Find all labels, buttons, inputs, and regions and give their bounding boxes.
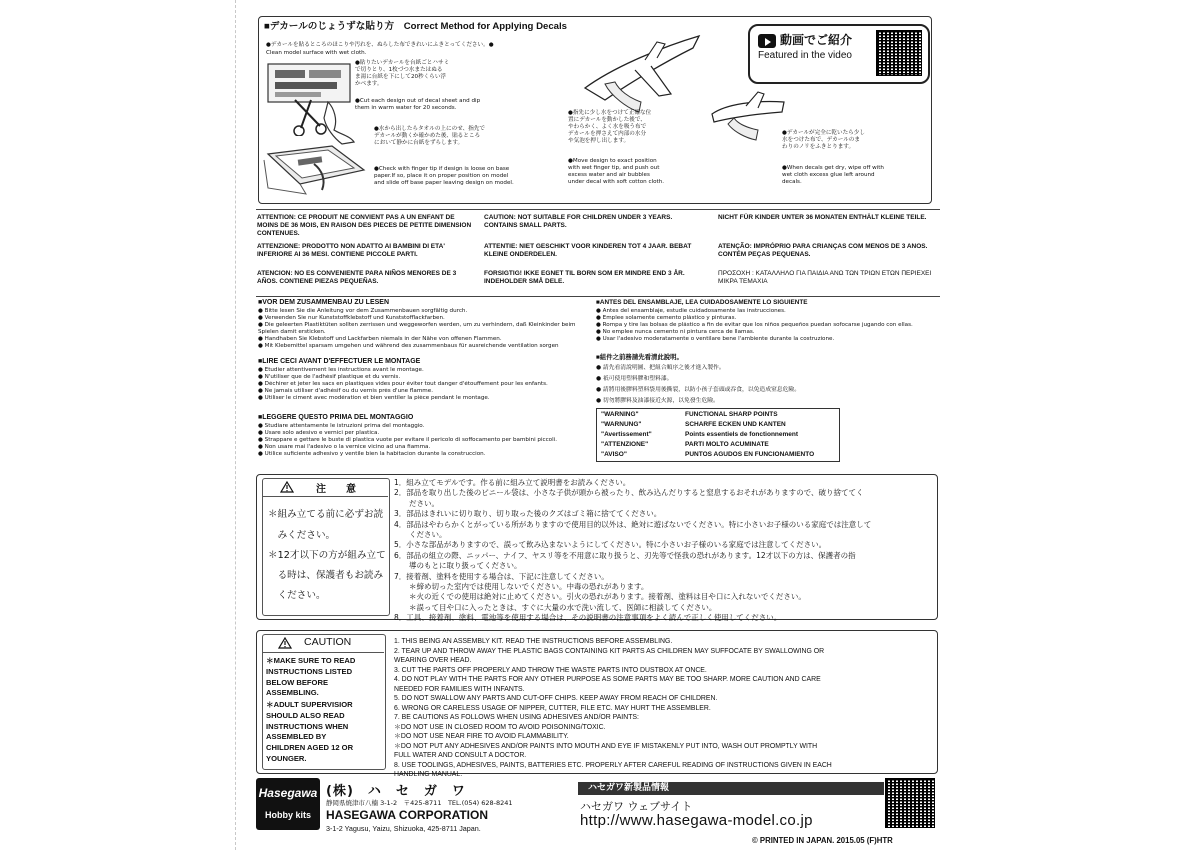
sharp-points-box [596, 408, 840, 462]
en-caution-item: HANDLING MANUAL. [394, 771, 463, 778]
jp-caution-item: 2．部品を取り出した後のビニール袋は、小さな子供が頭から被ったり、飲み込んだりすると窒息するおそれがありますので、破り捨ててく [394, 488, 864, 498]
assembly-it-item: ● Usare solo adesivo e vernici per plastica. [258, 429, 380, 436]
en-caution-item: NEEDED FOR FAMILIES WITH INFANTS. [394, 685, 525, 693]
assembly-de-item: ● Bitte lesen Sie die Anleitung vor dem Zusammenbauen sorgfältig durch. [258, 308, 468, 314]
jp-caution-title: 注 意 [316, 484, 356, 495]
video-qr-code[interactable] [876, 30, 922, 76]
decal-title: ■デカールのじょうずな貼り方 Correct Method for Applying Decals [264, 21, 568, 32]
jp-caution-item: 導のもとに取り扱ってください。 [394, 561, 522, 571]
assembly-es-list [596, 308, 936, 343]
assembly-de-item: ● Mit Klebemittel sparsam umgehen und während des zusammenbaus für ausreichende ventilation sorgen [258, 342, 559, 349]
company-name-en: HASEGAWA CORPORATION [326, 808, 489, 822]
decal-step3-en: ●Check with finger tip if design is loose on base paper.If so, place it on proper position on model and slide off base paper leaving design on model. [374, 166, 514, 186]
jp-caution-item: ＊火の近くでの使用は絶対に止めてください。引火の恐れがあります。接着剤、塗料は目や口に入れないでください。 [394, 592, 806, 602]
en-caution-note-2: ＊ADULT SUPERVISIOR SHOULD ALSO READ INSTRUCTIONS WHEN ASSEMBLED BY CHILDREN AGED 12 OR YOUNGER. [266, 700, 354, 763]
fold-line [235, 0, 236, 850]
assembly-es-item: ● Emplee solamente cemento plástico y pinturas. [596, 314, 737, 321]
en-caution-list [394, 637, 932, 780]
assembly-de-list [258, 308, 588, 349]
en-caution-item: 8. USE TOOLINGS, ADHESIVES, PAINTS, BATTERIES ETC. PROPERLY AFTER CAREFUL READING OF INSTRUCTIONS GIVEN IN EACH [394, 761, 832, 769]
warning-es: ATENCION: NO ES CONVENIENTE PARA NIÑOS MENORES DE 3 AÑOS. CONTIENE PIEZAS PEQUEÑAS. [257, 270, 457, 286]
towel-tray-illustration [262, 140, 370, 198]
aircraft-wipe-illustration [706, 84, 790, 144]
play-icon [758, 34, 776, 48]
website-url[interactable]: http://www.hasegawa-model.co.jp [580, 812, 813, 829]
aircraft-cloth-illustration [575, 26, 705, 116]
assembly-it-list [258, 423, 588, 458]
logo-subtitle: Hobby kits [264, 810, 311, 820]
warning-fr: ATTENTION: CE PRODUIT NE CONVIENT PAS A UN ENFANT DE MOINS DE 36 MOIS, EN RAISON DES PIECES DE PETITE DIMENSION CONTENUES. [257, 214, 472, 238]
en-caution-title: CAUTION [304, 636, 352, 648]
decal-step3-jp: ●水から出したらタオルの上にのせ、指先で デカールが動くか確かめた後、貼るところ において静かに台紙をずらします。 [374, 126, 485, 146]
website-label-jp: ハセガワ ウェブサイト [580, 800, 693, 813]
company-address-jp: 静岡県焼津市八楠 3-1-2 〒425-8711 TEL.(054) 628-8241 [326, 799, 513, 807]
assembly-es-item: ● Antes del ensamblaje, estudie cuidadosamente las instrucciones. [596, 308, 786, 314]
assembly-fr-heading: ■LIRE CECI AVANT D'EFFECTUER LE MONTAGE [258, 358, 421, 365]
jp-caution-note-1: ＊組み立てる前に必ずお読 みください。 [268, 509, 384, 541]
news-bar: ハセガワ新製品情報 [578, 782, 884, 795]
assembly-it-item: ● Strappare e gettare le buste di plastica vuote per evitare il pericolo di soffocamento per bambini piccoli. [258, 436, 557, 443]
company-address-en: 3-1-2 Yagusu, Yaizu, Shizuoka, 425-8711 Japan. [326, 824, 481, 833]
en-caution-item: 5. DO NOT SWALLOW ANY PARTS AND CUT-OFF CHIPS. KEEP AWAY FROM REACH OF CHILDREN. [394, 695, 718, 702]
jp-caution-item: 1．組み立てモデルです。作る前に組み立て説明書をお読みください。 [394, 478, 631, 487]
en-caution-item: WEARING OVER HEAD. [394, 657, 472, 664]
assembly-zh-item: ● 請先看清說明圖、把組合順序之後才進入製作。 [596, 365, 725, 371]
assembly-zh-heading: ■組件之前務請先看清此說明。 [596, 354, 683, 361]
logo-wordmark: Hasegawa [258, 786, 318, 800]
decal-step1-en: Clean model surface with wet cloth. [266, 50, 367, 56]
jp-caution-item: ＊締め切った室内では使用しないでください。中毒の恐れがあります。 [394, 582, 649, 592]
assembly-es-item: ● No emplee nunca cemento ni pintura cerca de llamas. [596, 328, 755, 335]
jp-caution-item: 6．部品の組立の際、ニッパー、ナイフ、ヤスリ等を不用意に取り扱うと、刃先等で怪我の恐れがあります。12才以下の方は、保護者の指 [394, 550, 856, 560]
decal-step1-jp: ●デカールを貼るところのほこりや汚れを、ぬらした布できれいにふきとってください。● [266, 42, 494, 48]
en-caution-item: ＊DO NOT PUT ANY ADHESIVES AND/OR PAINTS INTO MOUTH AND EYE IF MISTAKENLY PUT INTO, WASH OUT PROMPTLY WITH [394, 742, 818, 750]
en-caution-item: ＊DO NOT USE NEAR FIRE TO AVOID FLAMMABILITY. [394, 733, 569, 740]
warning-nl: ATTENTIE: NIET GESCHIKT VOOR KINDEREN TOT 4 JAAR. BEBAT KLEINE ONDERDELEN. [484, 243, 692, 259]
assembly-it-item: ● Utilice suficiente adhesivo y ventile bien la habitacion durante la construccion. [258, 450, 486, 457]
en-caution-item: 6. WRONG OR CARELESS USAGE OF NIPPER, CUTTER, FILE ETC. MAY HURT THE ASSEMBLER. [394, 704, 711, 712]
warning-triangle-icon [278, 637, 292, 649]
sharp-row: "AVISO" PUNTOS AGUDOS EN FUNCIONAMIENTO [601, 451, 815, 458]
assembly-fr-item: ● N'utiliser que de l'adhésif plastique et du vernis. [258, 373, 401, 380]
jp-caution-item: 3．部品はきれいに切り取り、切り取った後のクズはゴミ箱に捨ててください。 [394, 509, 662, 519]
warning-de: NICHT FÜR KINDER UNTER 36 MONATEN ENTHÄLT KLEINE TEILE. [718, 214, 927, 221]
sharp-row: "WARNUNG" SCHARFE ECKEN UND KANTEN [601, 421, 786, 428]
sharp-row: "WARNING" FUNCTIONAL SHARP POINTS [601, 411, 778, 418]
assembly-es-item: ● Rompa y tire las bolsas de plástico a fin de evitar que los niños pequeños puedan sofocarse jugando con ellas. [596, 321, 913, 328]
en-caution-item: FULL WATER AND CONSULT A DOCTOR. [394, 752, 527, 759]
en-caution-item: 3. CUT THE PARTS OFF PROPERLY AND THROW THE WASTE PARTS INTO DUSTBOX AT ONCE. [394, 666, 707, 674]
jp-caution-note-2: ＊12才以下の方が組み立て る時は、保護者もお読み ください。 [268, 550, 386, 601]
assembly-it-item: ● Non usare mai l'adesivo o la vernice vicino ad una fiamma. [258, 443, 431, 450]
assembly-es-heading: ■ANTES DEL ENSAMBLAJE, LEA CUIDADOSAMENTE LO SIGUIENTE [596, 299, 808, 306]
video-badge[interactable] [748, 24, 930, 84]
sharp-row: "ATTENZIONE" PARTI MOLTO ACUMINATE [601, 441, 769, 448]
decal-step4-en: ●Move design to exact position with wet finger tip, and push out excess water and air bubbles under decal with soft cotton cloth. [568, 158, 665, 185]
assembly-fr-item: ● Déchirer et jeter les sacs en plastiques vides pour éviter tout danger d'étouffement pour les enfants. [258, 380, 548, 387]
video-label-jp: 動画でご紹介 [780, 33, 853, 47]
warning-en: CAUTION: NOT SUITABLE FOR CHILDREN UNDER 3 YEARS. CONTAINS SMALL PARTS. [484, 214, 673, 230]
website-qr-code[interactable] [885, 778, 935, 828]
en-caution-note-1: ＊MAKE SURE TO READ INSTRUCTIONS LISTED BELOW BEFORE ASSEMBLING. [266, 656, 356, 698]
printed-in-japan: © PRINTED IN JAPAN. 2015.05 (F)HTR [752, 836, 893, 845]
scissors-hand-illustration [320, 98, 360, 146]
decal-step4-jp: ●指先に少し水をつけて正確な位 置にデカールを動かした後で、 やわらかく、よく水を吸う布で デカールを押さえて内部の水分 や気泡を押し出します。 [568, 110, 652, 144]
en-caution-item: 4. DO NOT PLAY WITH THE PARTS FOR ANY OTHER PURPOSE AS SOME PARTS MAY BE TOO SHARP. MORE CAUTION AND CARE [394, 676, 821, 683]
jp-caution-item: 5．小さな部品がありますので、誤って飲み込まないようにしてください。特に小さいお子様のいる家庭では注意してください。 [394, 540, 827, 550]
decal-step2-jp: ●貼りたいデカールを台紙ごとハサミ で切りとり、1枚づつ水またはぬる ま湯に台紙を下にして20秒くらい浮 かべます。 [355, 60, 450, 87]
assembly-de-item: ● Handhaben Sie Klebstoff und Lackfarben niemals in der Nähe von offenen Flammen. [258, 335, 502, 342]
jp-caution-item: 7．接着剤、塗料を使用する場合は、下記に注意してください。 [394, 571, 609, 581]
company-name-jp: (株) ハ セ ガ ワ [326, 784, 466, 799]
warning-pt: ATENÇÃO: IMPRÓPRIO PARA CRIANÇAS COM MENOS DE 3 ANOS. CONTÉM PEÇAS PEQUENAS. [718, 243, 928, 259]
jp-caution-item: ださい。 [394, 498, 439, 508]
decal-step2-en: ●Cut each design out of decal sheet and dip them in warm water for 20 seconds. [355, 98, 481, 111]
assembly-de-item: ● Die geleerten Plastiktüten sollten zerrissen und weggeworfen werden, um zu verhindern, daß Kleinkinder beim Spielen damit ersticken. [258, 321, 576, 335]
en-caution-title-bar [262, 634, 384, 653]
assembly-it-heading: ■LEGGERE QUESTO PRIMA DEL MONTAGGIO [258, 414, 414, 421]
assembly-de-heading: ■VOR DEM ZUSAMMENBAU ZU LESEN [258, 299, 390, 306]
warning-it: ATTENZIONE: PRODOTTO NON ADATTO AI BAMBINI DI ETA' INFERIORE AI 36 MESI. CONTIENE PICCOLE PARTI. [257, 243, 445, 259]
assembly-de-item: ● Verwenden Sie nur Kunststoffklebstoff und Kunststofflackfarben. [258, 314, 445, 321]
jp-caution-item: 4．部品はやわらかくとがっている所がありますので使用目的以外は、絶対に遊ばないでください。特に小さいお子様のいる家庭では注意して [394, 519, 872, 529]
warning-el: ΠΡΟΣΟΧΗ : ΚΑΤΑΛΛΗΛΟ ΓΙΑ ΠΑΙΔΙΑ ΑΝΩ ΤΩΝ ΤΡΙΩΝ ΕΤΩΝ ΠΕΡΙΕΧΕΙ ΜΙΚΡΑ ΤΕΜΑΧΙΑ [718, 270, 932, 286]
assembly-es-item: ● Usar l'adesivo moderatamente o ventilare bene l'ambiente durante la costruzione. [596, 335, 835, 342]
jp-caution-item: 8．工具、接着剤、塗料、電池等を使用する場合は、その説明書の注意事項をよく読んで正しく使用してください。 [394, 613, 782, 623]
assembly-zh-item: ● 請將用後膠料塑料袋用後撕裂，以防小孩子套頭或吞食，以免造成窒息危險。 [596, 387, 800, 393]
jp-caution-item: ください。 [394, 530, 447, 540]
assembly-fr-item: ● Utiliser le ciment avec modération et bien ventiler la pièce pendant le montage. [258, 394, 490, 401]
en-caution-item: 7. BE CAUTIONS AS FOLLOWS WHEN USING ADHESIVES AND/OR PAINTS: [394, 714, 639, 721]
sharp-row: "Avertissement" Points essentiels de fonctionnement [601, 431, 799, 438]
assembly-fr-list [258, 367, 588, 402]
assembly-fr-item: ● Etudier attentivement les instructions avant le montage. [258, 367, 424, 373]
assembly-fr-item: ● Ne jamais utiliser d'adhésif ou du vernis près d'une flamme. [258, 387, 433, 394]
en-caution-item: 1. THIS BEING AN ASSEMBLY KIT. READ THE INSTRUCTIONS BEFORE ASSEMBLING. [394, 638, 673, 645]
en-caution-item: 2. TEAR UP AND THROW AWAY THE PLASTIC BAGS CONTAINING KIT PARTS AS CHILDREN MAY SUFFOCATE BY SWALLOWING OR [394, 647, 825, 655]
video-label-en: Featured in the video [758, 50, 852, 61]
hasegawa-logo [256, 778, 320, 830]
jp-caution-title-bar [262, 478, 388, 497]
decal-step5-jp: ●デカールが完全に乾いたら少し 水をつけた布で、デカールのま わりのノリをふきとります。 [782, 130, 865, 150]
jp-caution-list [394, 478, 932, 624]
warning-da: FORSIGTIG! IKKE EGNET TIL BORN SOM ER MINDRE END 3 ÅR. INDEHOLDER SMÅ DELE. [484, 270, 685, 286]
decal-step5-en: ●When decals get dry, wipe off with wet cloth excess glue left around decals. [782, 165, 884, 185]
warning-triangle-icon [280, 481, 294, 493]
assembly-zh-list [596, 363, 936, 407]
assembly-zh-item: ● 切勿將膠料及油漆接近火源，以免發生危險。 [596, 398, 719, 404]
jp-caution-item: ＊誤って目や口に入ったときは、すぐに大量の水で洗い流して、医師に相談してください。 [394, 602, 717, 612]
en-caution-item: ＊DO NOT USE IN CLOSED ROOM TO AVOID POISONING/TOXIC. [394, 723, 606, 731]
assembly-it-item: ● Studiare attentamente le istruzioni prima del montaggio. [258, 423, 425, 429]
assembly-zh-item: ● 祇可使用塑料膠和塑料漆。 [596, 376, 673, 382]
